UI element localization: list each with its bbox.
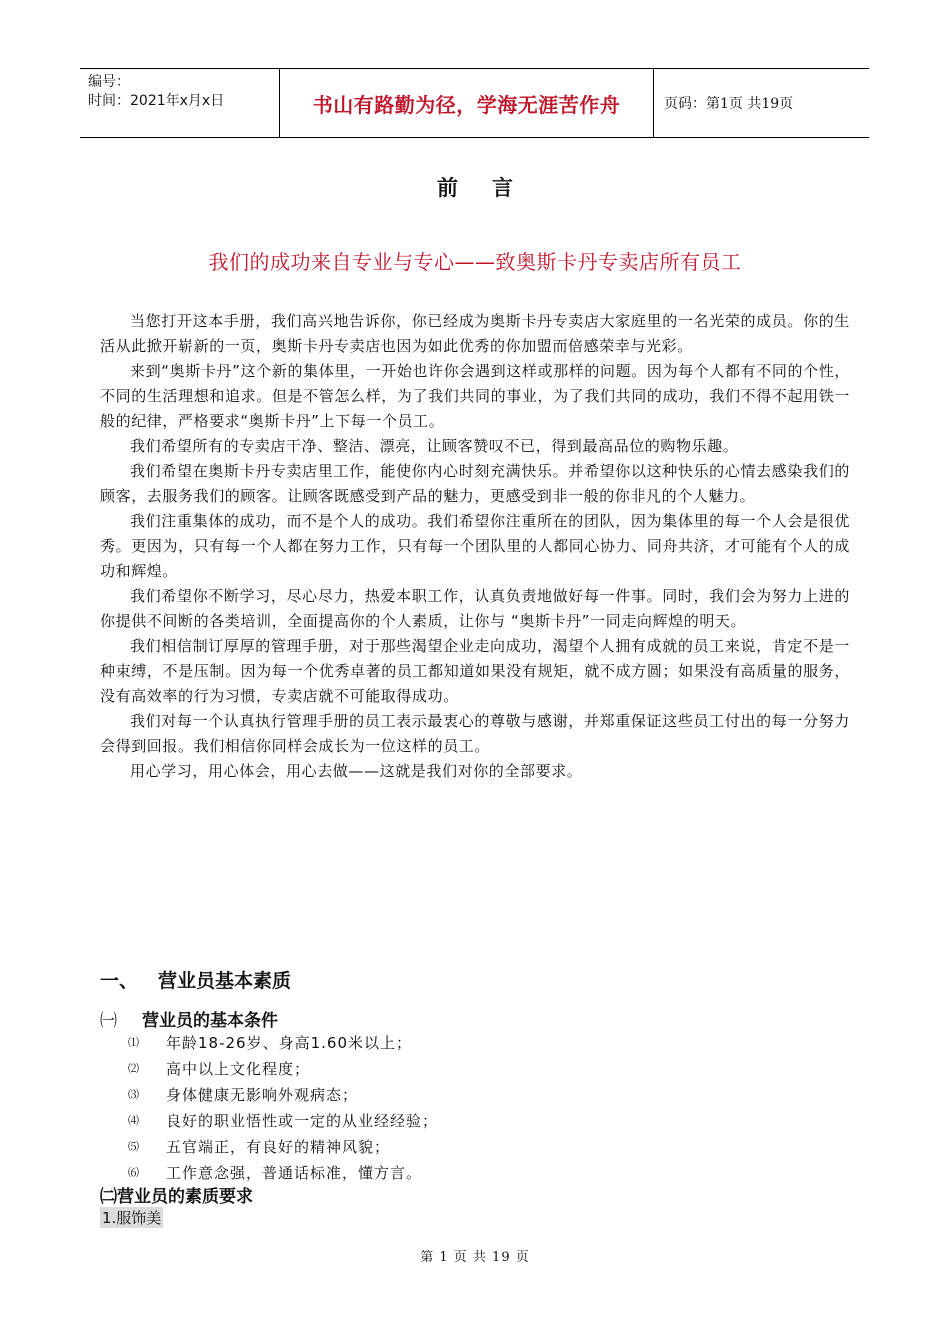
preface-paragraph: 我们相信制订厚厚的管理手册，对于那些渴望企业走向成功，渴望个人拥有成就的员工来说，肯定不是一种束缚，不是压制。因为每一个优秀卓著的员工都知道如果没有规矩，就不成方圆；如果没有高质量的服务，没有高效率的行为习惯，专卖店就不可能取得成功。 xyxy=(100,637,850,705)
section-heading-1 xyxy=(100,966,291,993)
preface-paragraph: 当您打开这本手册，我们高兴地告诉你，你已经成为奥斯卡丹专卖店大家庭里的一名光荣的成员。你的生活从此掀开崭新的一页，奥斯卡丹专卖店也因为如此优秀的你加盟而倍感荣幸与光彩。 xyxy=(100,312,850,355)
preface-paragraph: 我们希望所有的专卖店干净、整洁、漂亮，让顾客赞叹不已，得到最高品位的购物乐趣。 xyxy=(130,437,739,455)
preface-body xyxy=(100,309,850,784)
section-number: 一、 xyxy=(100,970,139,992)
page-header xyxy=(80,68,869,138)
list-text: 五官端正，有良好的精神风貌； xyxy=(166,1138,391,1156)
document-subtitle: 我们的成功来自专业与专心——致奥斯卡丹专卖店所有员工 xyxy=(208,250,742,274)
list-item xyxy=(128,1056,438,1082)
header-motto: 书山有路勤为径，学海无涯苦作舟 xyxy=(280,69,654,137)
subsection-number: ㈠ xyxy=(100,1011,117,1031)
subsection-title: 营业员的基本条件 xyxy=(142,1011,278,1031)
subsection-heading-1-2: ㈡营业员的素质要求 xyxy=(100,1187,253,1207)
preface-paragraph: 用心学习，用心体会，用心去做——这就是我们对你的全部要求。 xyxy=(130,762,583,780)
header-meta xyxy=(80,69,280,137)
list-number: ⑵ xyxy=(128,1062,140,1075)
list-item xyxy=(128,1082,438,1108)
section-title: 营业员基本素质 xyxy=(158,970,292,992)
list-number: ⑷ xyxy=(128,1114,140,1127)
subsection-heading-1-2-1: 1.服饰美 xyxy=(102,1209,162,1227)
list-text: 良好的职业悟性或一定的从业经经验； xyxy=(166,1112,439,1130)
list-text: 工作意念强，普通话标准，懂方言。 xyxy=(166,1164,423,1182)
document-number: 编号： xyxy=(88,74,130,90)
list-number: ⑴ xyxy=(128,1036,140,1049)
conditions-list xyxy=(128,1030,438,1186)
list-number: ⑹ xyxy=(128,1166,140,1179)
list-text: 身体健康无影响外观病态； xyxy=(166,1086,359,1104)
header-page-info: 页码：第1页 共19页 xyxy=(664,96,794,112)
preface-paragraph: 我们希望在奥斯卡丹专卖店里工作，能使你内心时刻充满快乐。并希望你以这种快乐的心情去感染我们的顾客，去服务我们的顾客。让顾客既感受到产品的魅力，更感受到非一般的你非凡的个人魅力。 xyxy=(100,462,850,505)
preface-paragraph: 来到“奥斯卡丹”这个新的集体里，一开始也许你会遇到这样或那样的问题。因为每个人都有不同的个性，不同的生活理想和追求。但是不管怎么样，为了我们共同的事业，为了我们共同的成功，我们不得不起用铁一般的纪律，严格要求“奥斯卡丹”上下每一个员工。 xyxy=(100,362,850,430)
list-item xyxy=(128,1134,438,1160)
page-footer: 第 1 页 共 19 页 xyxy=(420,1250,530,1265)
subsection-heading-1-1 xyxy=(100,1006,278,1031)
preface-paragraph: 我们对每一个认真执行管理手册的员工表示最衷心的尊敬与感谢，并郑重保证这些员工付出的每一分努力会得到回报。我们相信你同样会成长为一位这样的员工。 xyxy=(100,712,850,755)
document-title: 前言 xyxy=(437,176,547,200)
preface-paragraph: 我们希望你不断学习，尽心尽力，热爱本职工作，认真负责地做好每一件事。同时，我们会为努力上进的你提供不间断的各类培训，全面提高你的个人素质，让你与 “奥斯卡丹”一同走向辉煌的明天。 xyxy=(100,587,850,630)
preface-paragraph: 我们注重集体的成功，而不是个人的成功。我们希望你注重所在的团队，因为集体里的每一个人会是很优秀。更因为，只有每一个人都在努力工作，只有每一个团队里的人都同心协力、同舟共济，才可能有个人的成功和辉煌。 xyxy=(100,512,850,580)
list-item xyxy=(128,1108,438,1134)
list-item xyxy=(128,1030,438,1056)
list-text: 高中以上文化程度； xyxy=(166,1060,311,1078)
list-text: 年龄18-26岁、身高1.60米以上； xyxy=(166,1034,412,1052)
list-number: ⑶ xyxy=(128,1088,140,1101)
list-number: ⑸ xyxy=(128,1140,140,1153)
document-date: 时间：2021年x月x日 xyxy=(88,93,225,109)
